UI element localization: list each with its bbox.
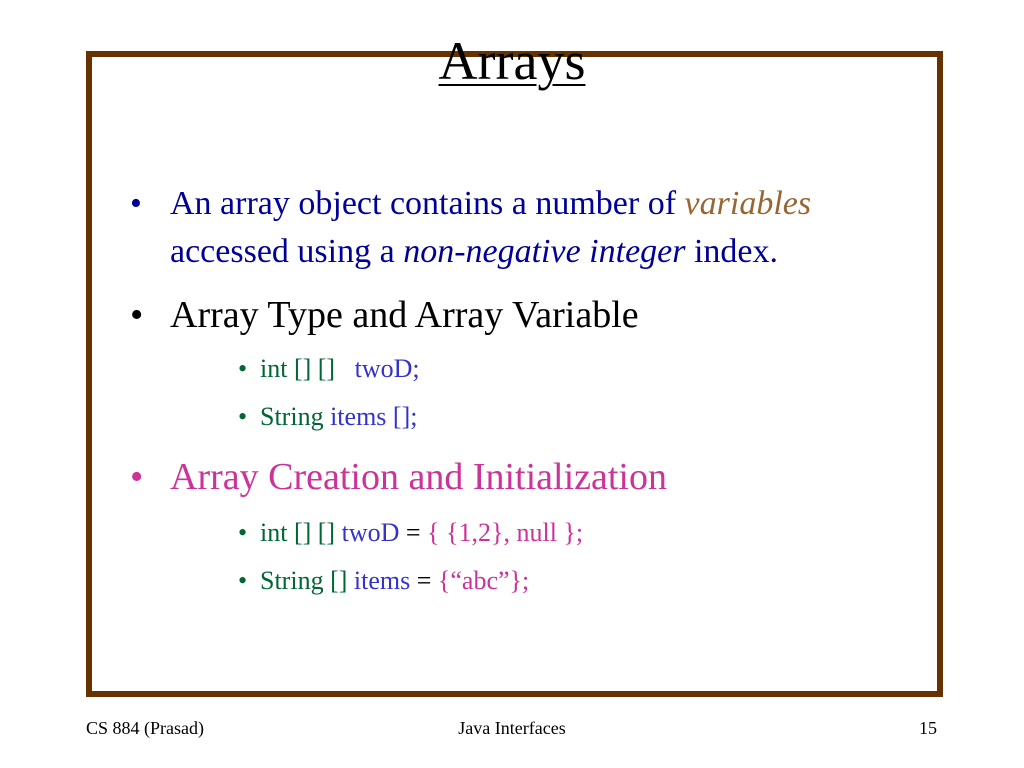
bullet-3-sub-2-marker: • [238,566,248,595]
code-value: {“abc”}; [437,566,530,595]
bullet-3-sub-1-marker: • [238,518,248,547]
code-type: int [] [] [260,518,336,547]
bullet-2-text: Array Type and Array Variable [170,294,639,336]
code-type: int [] [] [260,354,336,383]
slide-title-text: Arrays [438,31,586,91]
code-suffix: []; [392,402,418,431]
code-var: twoD; [354,354,420,383]
bullet-2-sub-2-code [260,400,417,434]
bullet-2-sub-1 [238,352,420,386]
bullet-1-emphasis-variables: variables [684,185,812,222]
bullet-1-line-2 [170,230,778,274]
code-value: { {1,2}, null }; [427,518,584,547]
footer-page-number: 15 [919,718,937,738]
bullet-2-sub-1-code [260,352,420,386]
bullet-2 [130,292,639,338]
bullet-1-emphasis-integer: non-negative integer [403,233,686,270]
code-var: items [353,566,411,595]
bullet-1-text-a: An array object contains a number of [170,185,685,222]
bullet-1-marker: • [130,185,142,222]
code-type: String [260,402,324,431]
code-type: String [] [260,566,348,595]
code-equals: = [416,566,432,595]
bullet-1-text-c: index. [685,233,779,270]
bullet-2-sub-1-marker: • [238,354,248,383]
bullet-2-sub-2 [238,400,418,434]
bullet-2-sub-2-marker: • [238,402,248,431]
footer-left: CS 884 (Prasad) [86,718,204,738]
bullet-3-text: Array Creation and Initialization [170,456,667,498]
slide-frame [86,51,943,697]
bullet-3 [130,454,667,500]
code-equals: = [405,518,421,547]
code-var: items [330,402,387,431]
bullet-3-marker: • [130,456,144,498]
bullet-3-sub-1 [238,516,584,550]
slide-title [0,30,1024,92]
bullet-3-sub-1-code [260,516,583,550]
bullet-1-line-1 [170,182,811,226]
bullet-1-text-b: accessed using a [170,233,404,270]
footer-center: Java Interfaces [458,718,566,738]
bullet-3-sub-2 [238,564,530,598]
bullet-3-sub-2-code [260,564,529,598]
code-var: twoD [341,518,400,547]
bullet-2-marker: • [130,294,144,336]
